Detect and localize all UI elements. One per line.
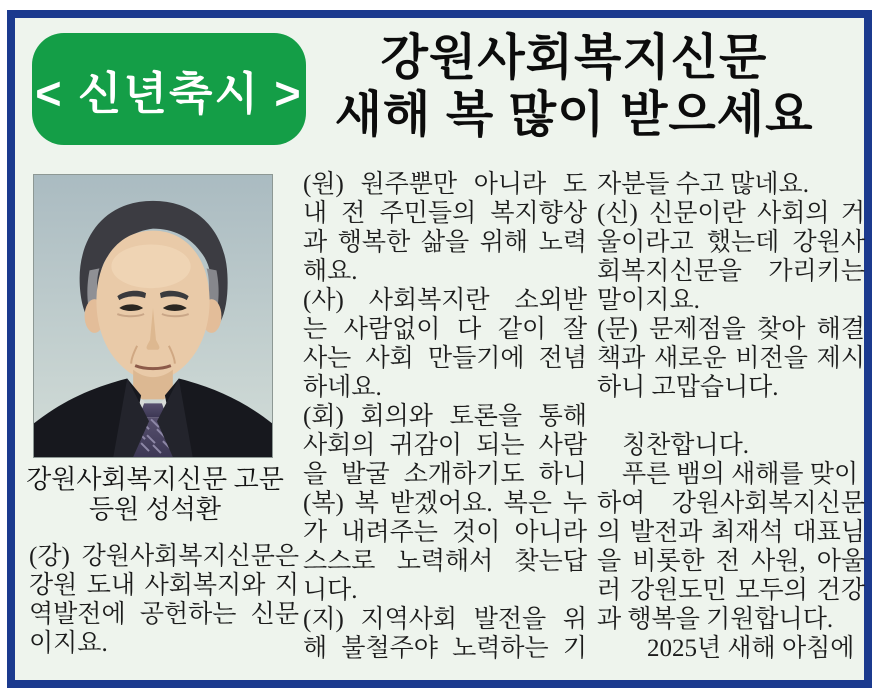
title-line-2: 새해 복 많이 받으세요	[334, 88, 814, 142]
article-text-line: 스스로 노력해서 찾는답	[303, 548, 587, 575]
article-text-line: 하여 강원사회복지신문	[597, 490, 865, 517]
article-column-right	[597, 170, 865, 663]
article-text-line: 이지요.	[29, 630, 108, 657]
article-text-line: 해요.	[303, 258, 358, 285]
article-text-line: 을 비롯한 전 사원, 아울	[597, 548, 865, 575]
article-text-line: 책과 새로운 비전을 제시	[597, 345, 865, 372]
article-text-line: 과 행복한 삶을 위해 노력	[303, 229, 587, 256]
article-text-line: (회) 회의와 토론을 통해	[303, 403, 587, 430]
article-text-line: 푸른 뱀의 새해를 맞이	[597, 461, 859, 488]
article-text-line: 하네요.	[303, 374, 382, 401]
article-text-line: 강원 도내 사회복지와 지	[29, 572, 299, 599]
article-text-line: 회복지신문을 가리키는	[597, 258, 865, 285]
article-text-line: 칭찬합니다.	[597, 432, 750, 459]
article-text-line: 가 내려주는 것이 아니라	[303, 519, 587, 546]
article-text-line: 2025년 새해 아침에	[597, 635, 855, 662]
article-text-line	[597, 402, 865, 431]
title-line-1: 강원사회복지신문	[380, 31, 768, 85]
article-text-line: 러 강원도민 모두의 건강	[597, 577, 865, 604]
article-text-line: 을 발굴 소개하기도 하니	[303, 461, 587, 488]
newspaper-page-frame	[7, 10, 872, 688]
article-text-line: (신) 신문이란 사회의 거	[597, 200, 865, 227]
article-text-line: 하니 고맙습니다.	[597, 374, 779, 401]
article-text-line: 역발전에 공헌하는 신문	[29, 601, 299, 628]
article-text-line: (지) 지역사회 발전을 위	[303, 606, 587, 633]
article-text-line: (복) 복 받겠어요. 복은 누	[303, 490, 587, 517]
article-text-line: 사회의 귀감이 되는 사람	[303, 432, 587, 459]
caption-line-2: 등원 성석환	[88, 495, 222, 524]
badge-label: < 신년축시 >	[35, 67, 303, 119]
new-year-poem-badge	[32, 33, 306, 145]
article-text-line: 사는 사회 만들기에 전념	[303, 345, 587, 372]
article-column-left	[29, 542, 299, 658]
article-text-line: 는 사람없이 다 같이 잘	[303, 316, 587, 343]
article-text-line: 과 행복을 기원합니다.	[597, 606, 834, 633]
article-text-line: 내 전 주민들의 복지향상	[303, 200, 587, 227]
article-text-line: 니다.	[303, 577, 358, 604]
page-content	[15, 18, 864, 680]
page-title	[293, 30, 855, 144]
article-text-line: (사) 사회복지란 소외받	[303, 287, 587, 314]
portrait-photo	[33, 174, 273, 458]
caption-line-1: 강원사회복지신문 고문	[26, 465, 284, 494]
article-text-line: (강) 강원사회복지신문은	[29, 543, 299, 570]
article-column-middle	[303, 170, 587, 663]
portrait-illustration	[34, 175, 272, 457]
article-text-line: (문) 문제점을 찾아 해결	[597, 316, 865, 343]
photo-caption	[15, 465, 295, 525]
article-text-line: 자분들 수고 많네요.	[597, 171, 809, 198]
article-text-line: (원) 원주뿐만 아니라 도	[303, 171, 587, 198]
article-text-line: 울이라고 했는데 강원사	[597, 229, 865, 256]
article-text-line: 의 발전과 최재석 대표님	[597, 519, 865, 546]
article-text-line: 말이지요.	[597, 287, 700, 314]
article-text-line: 해 불철주야 노력하는 기	[303, 635, 587, 662]
